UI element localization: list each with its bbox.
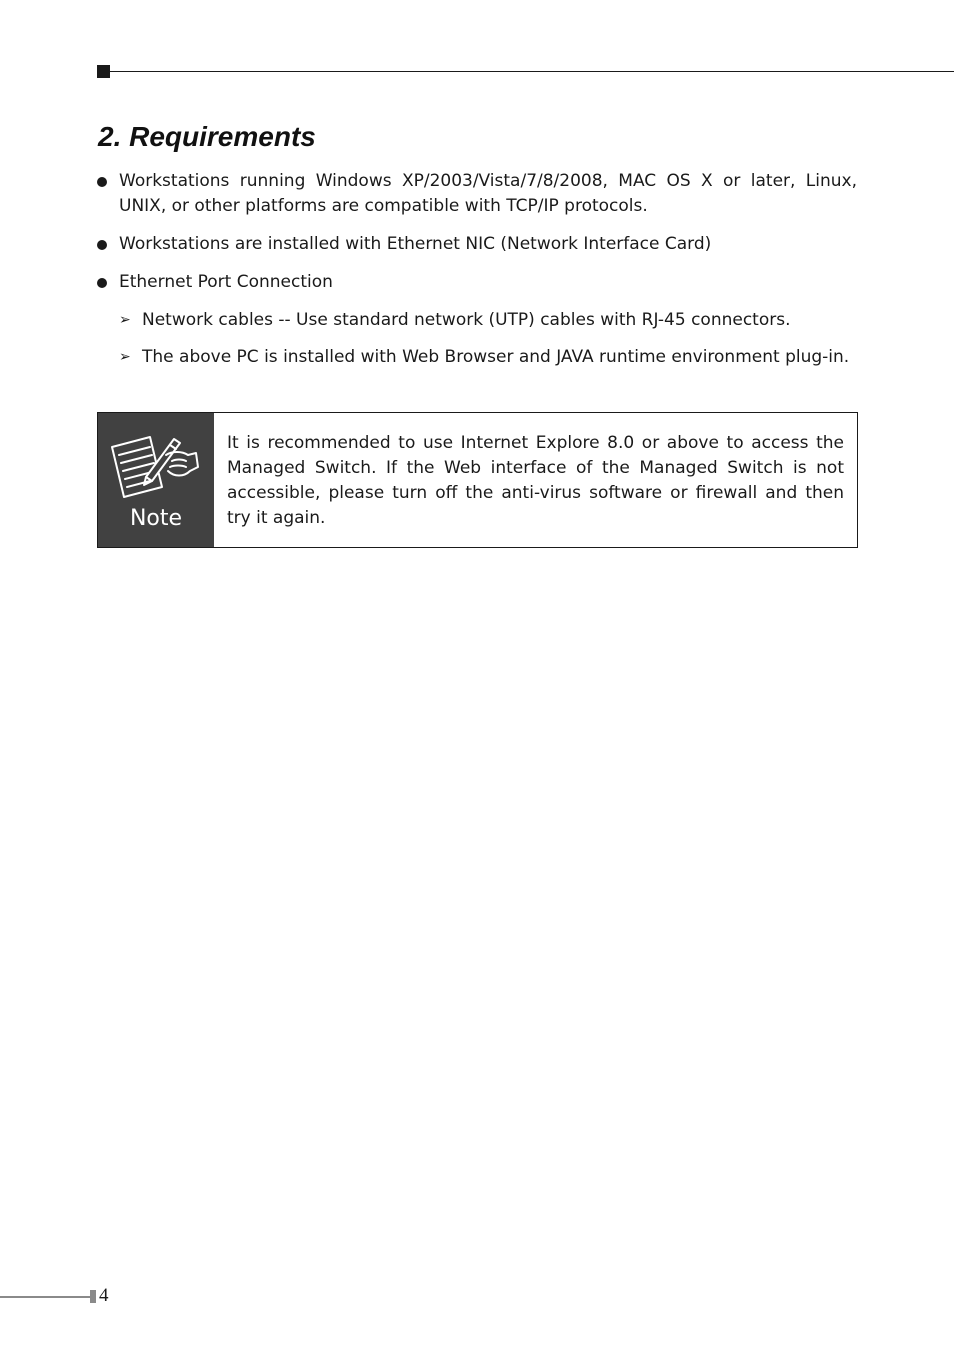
arrow-bullet-icon: ➢ (119, 312, 131, 328)
requirement-text: Ethernet Port Connection (119, 272, 333, 292)
note-sidebar (98, 413, 214, 547)
header-rule (110, 71, 954, 72)
bullet-dot-icon (97, 177, 107, 187)
note-text: It is recommended to use Internet Explore 8.0 or above to access the Managed Switch. If the Web interface of the Managed Switch is not accessible, please turn off the anti-virus software or firewall and then try it again. (227, 433, 844, 528)
arrow-bullet-icon: ➢ (119, 349, 131, 365)
requirement-text: Workstations running Windows XP/2003/Vista/7/8/2008, MAC OS X or later, Linux, UNIX, or other platforms are compatible with TCP/IP protocols. (119, 171, 857, 216)
header-square-mark (97, 65, 110, 78)
note-box (97, 412, 858, 548)
sub-item-network-cables (119, 308, 857, 333)
sub-item-text: Network cables -- Use standard network (UTP) cables with RJ-45 connectors. (142, 310, 791, 330)
sub-item-text: The above PC is installed with Web Browser and JAVA runtime environment plug-in. (142, 347, 850, 367)
footer-rule (0, 1296, 90, 1298)
section-title: 2. Requirements (98, 121, 316, 152)
requirement-item-platforms (97, 169, 857, 219)
bullet-dot-icon (97, 278, 107, 288)
page-number: 4 (99, 1285, 109, 1306)
requirement-text: Workstations are installed with Ethernet NIC (Network Interface Card) (119, 234, 712, 254)
note-pencil-icon (110, 431, 202, 503)
requirement-item-nic (97, 232, 857, 257)
bullet-dot-icon (97, 240, 107, 250)
sub-item-web-browser (119, 345, 857, 370)
note-label: Note (129, 506, 183, 531)
footer-mark (90, 1290, 96, 1303)
requirement-item-port-connection (97, 270, 857, 295)
